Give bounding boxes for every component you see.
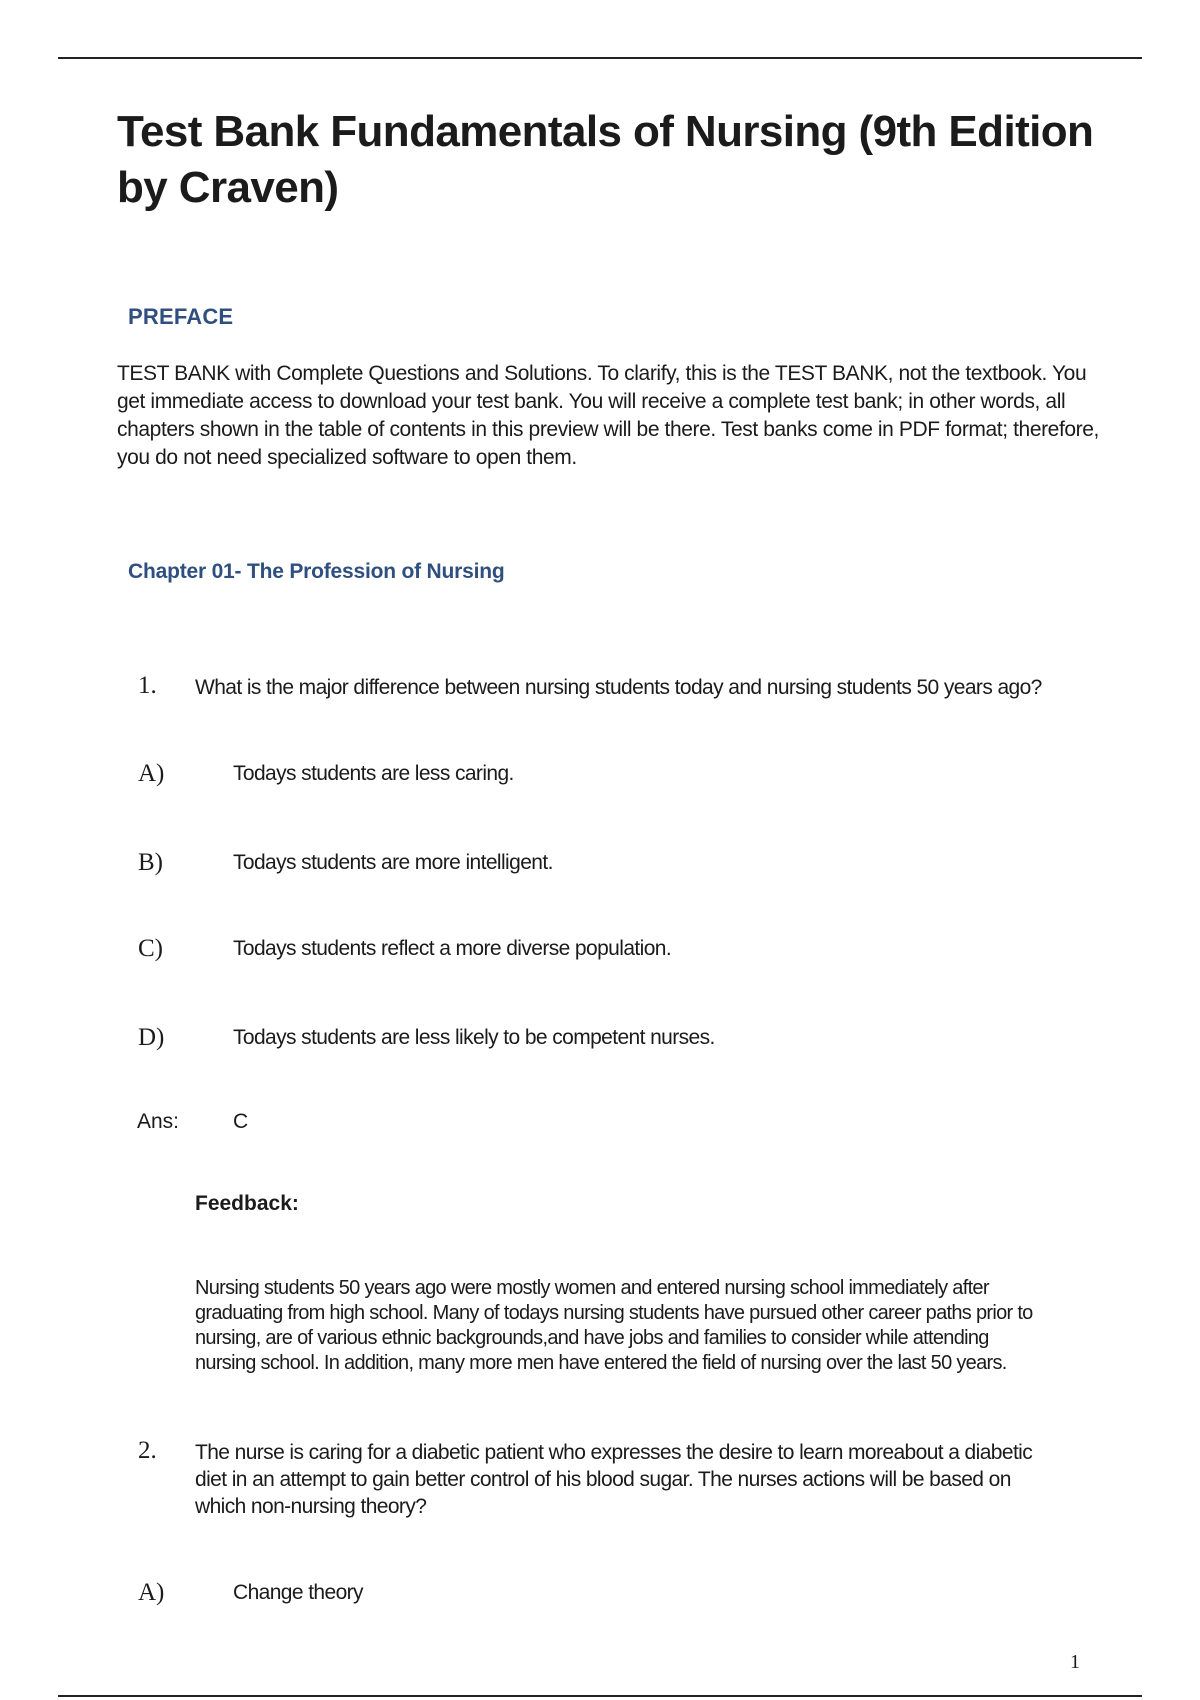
page-number: 1 — [1070, 1651, 1080, 1673]
option-text: Todays students are more intelligent. — [233, 851, 553, 874]
option-letter: B) — [138, 849, 163, 876]
question-text: What is the major difference between nursing students today and nursing students 50 years ago? — [195, 676, 1042, 699]
question-number: 2. — [138, 1437, 157, 1464]
feedback-label: Feedback: — [195, 1192, 299, 1215]
answer-value: C — [233, 1110, 249, 1133]
bottom-rule — [58, 1695, 1142, 1697]
document-title: Test Bank Fundamentals of Nursing (9th Edition by Craven) — [117, 107, 1094, 212]
chapter-heading: Chapter 01- The Profession of Nursing — [128, 560, 505, 583]
preface-heading: PREFACE — [128, 304, 234, 329]
option-text: Todays students reflect a more diverse population. — [233, 937, 672, 960]
option-text: Todays students are less caring. — [233, 762, 514, 785]
question-number: 1. — [138, 672, 157, 699]
option-text: Todays students are less likely to be competent nurses. — [233, 1026, 715, 1049]
option-letter: A) — [138, 1579, 165, 1606]
feedback-text: Nursing students 50 years ago were mostly women and entered nursing school immediately after graduating from high school. Many of todays nursing students have pursued other career paths prior to nursing, are of various ethnic backgrounds,and have jobs and families to consider while attending nursing school. In addition, many more men have entered the field of nursing over the last 50 years. — [195, 1277, 1033, 1374]
answer-label: Ans: — [137, 1110, 180, 1133]
option-text: Change theory — [233, 1581, 363, 1604]
option-letter: C) — [138, 935, 163, 962]
preface-text: TEST BANK with Complete Questions and Solutions. To clarify, this is the TEST BANK, not the textbook. You get immediate access to download your test bank. You will receive a complete test bank; in other words, all chapters shown in the table of contents in this preview will be there. Test banks come in PDF format; therefore, you do not need specialized software to open them. — [117, 362, 1099, 469]
question-text: The nurse is caring for a diabetic patient who expresses the desire to learn moreabout a diabetic diet in an attempt to gain better control of his blood sugar. The nurses actions will be based on which non-nursing theory? — [195, 1441, 1033, 1518]
option-letter: A) — [138, 760, 165, 787]
top-rule — [58, 57, 1142, 59]
option-letter: D) — [138, 1024, 165, 1051]
